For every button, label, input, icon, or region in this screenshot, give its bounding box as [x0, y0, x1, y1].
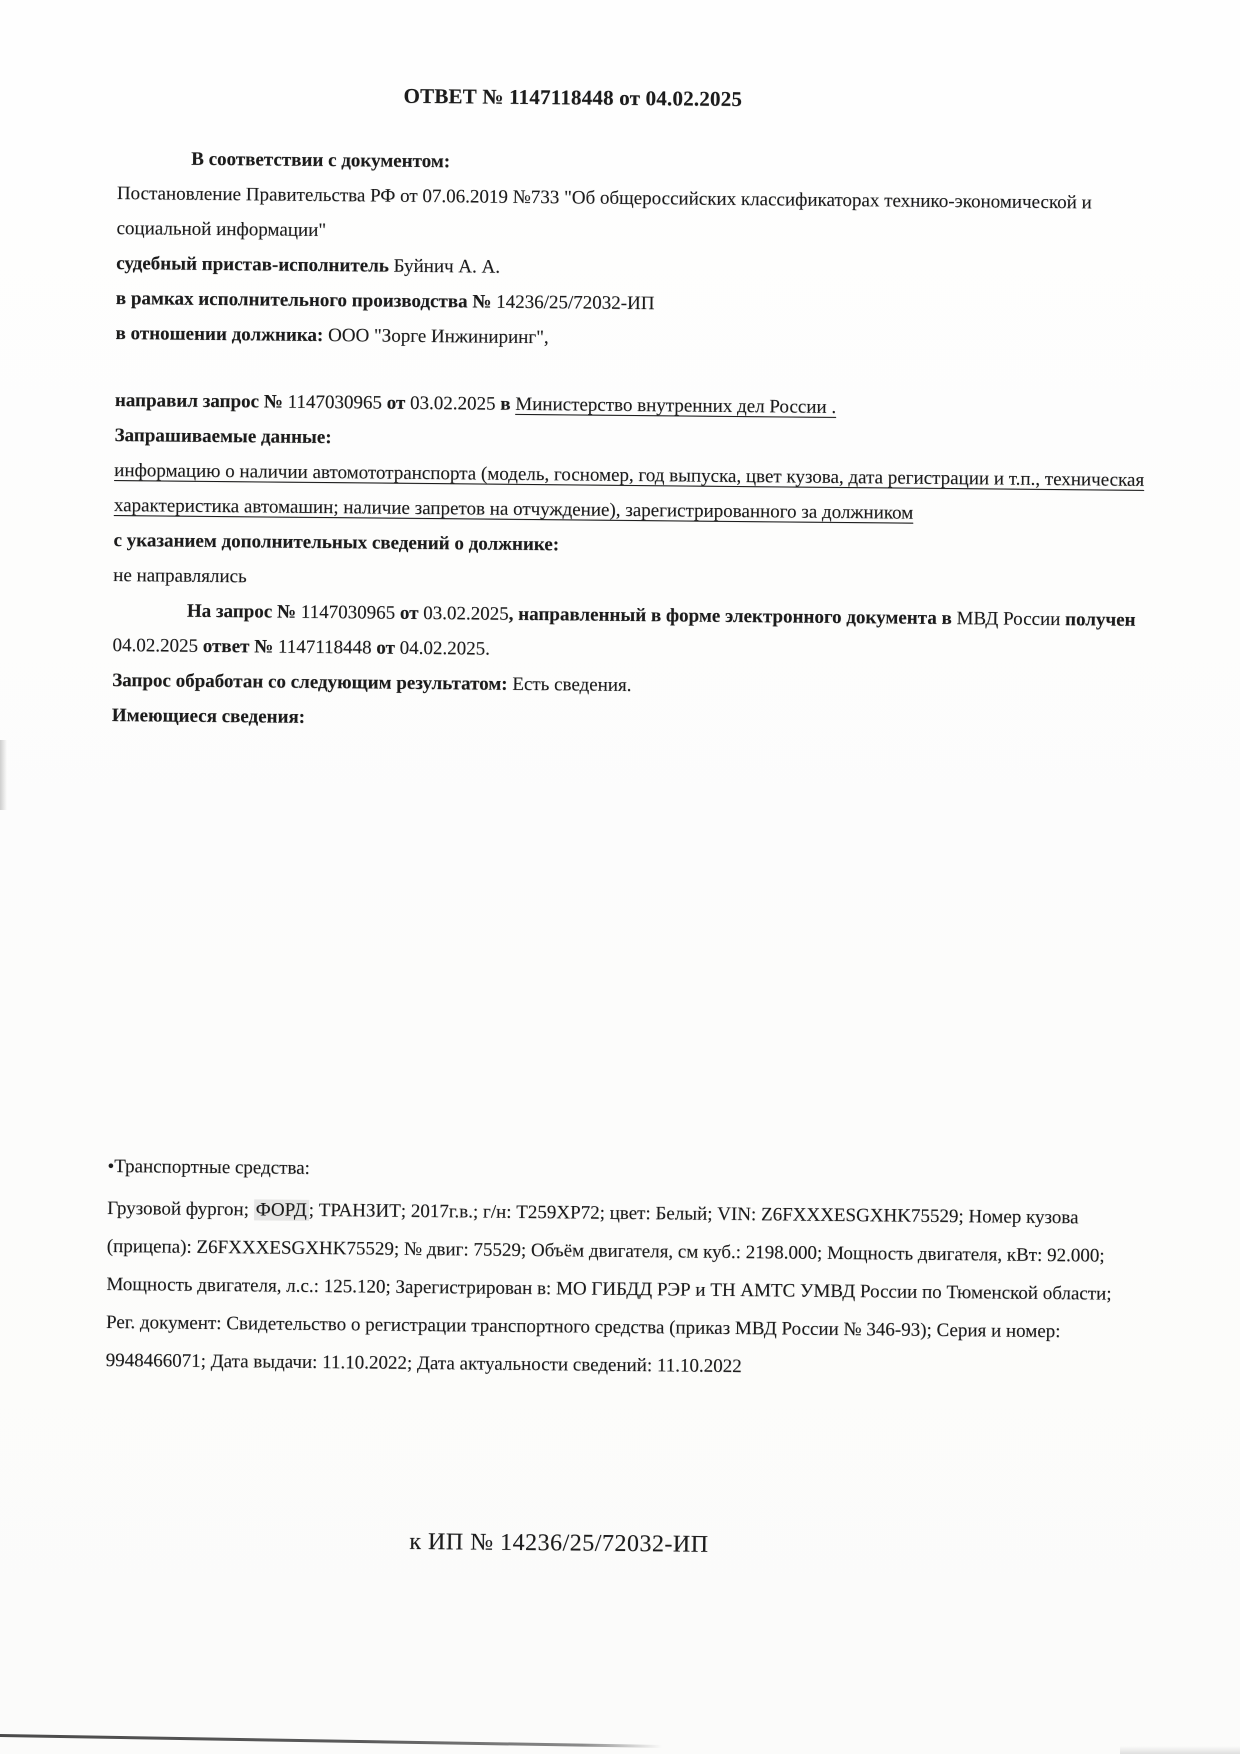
request-number: 1147030965	[287, 391, 383, 414]
text-segment: Постановление Правительства РФ от 07.06.2019 №733 "Об общероссийских классификаторах технико-экономической и социальной информации"	[116, 182, 1092, 242]
paragraph-response-summary	[112, 593, 1143, 673]
requested-data-text: информацию о наличии автомототранспорта (модель, госномер, год выпуска, цвет кузова, дата регистрации и т.п., техническая характеристика автомашин; наличие запретов на отчуждение), зарегистрированного за должником	[113, 459, 1145, 524]
text-segment: Запрашиваемые данные:	[114, 424, 332, 449]
text-segment: ответ №	[202, 635, 279, 658]
paragraph-basis-document	[116, 176, 1147, 256]
agency-name: МВД России	[956, 608, 1066, 631]
scan-artifact-left-smudge	[0, 740, 7, 810]
paragraph-requested-data-body	[114, 453, 1145, 533]
document-title	[118, 76, 1148, 121]
scan-artifact-bottom-line	[0, 1734, 662, 1747]
request-date: 03.02.2025	[423, 602, 509, 625]
proceeding-number: 14236/25/72032-ИП	[496, 291, 655, 315]
text-segment: в рамках исполнительного производства №	[115, 287, 497, 313]
result-value: Есть сведения.	[512, 673, 632, 696]
title-text: ОТВЕТ № 1147118448 от 04.02.2025	[403, 83, 743, 111]
text-segment: от	[381, 392, 411, 414]
document-body	[104, 76, 1148, 1567]
response-number: 1147118448	[277, 636, 377, 659]
recipient-agency: Министерство внутренних дел России .	[515, 393, 837, 418]
document-footer	[104, 1522, 1134, 1567]
debtor-name: ООО "Зорге Инжиниринг",	[327, 325, 549, 349]
text-segment: Имеющиеся сведения:	[111, 704, 306, 728]
text-segment: На запрос №	[186, 600, 301, 623]
text-segment: в	[495, 393, 516, 415]
text-segment: направил запрос №	[114, 389, 288, 413]
request-number: 1147030965	[300, 601, 396, 624]
text-segment: Грузовой фургон;	[107, 1197, 254, 1221]
request-date: 03.02.2025	[409, 392, 496, 415]
vehicles-header-text: •Транспортные средства:	[107, 1155, 310, 1179]
text-segment: от	[395, 602, 424, 624]
text-segment: В соответствии с документом:	[191, 148, 451, 173]
text-segment: получен	[1064, 609, 1136, 631]
vehicle-make: ФОРД	[255, 1199, 307, 1221]
paragraph-vehicle-details	[105, 1190, 1137, 1390]
scan-artifact-bottom-right-smudge	[1120, 1746, 1240, 1754]
text-segment: в отношении должника:	[115, 322, 329, 347]
text-segment: , направленный в форме электронного документа в	[508, 603, 957, 630]
text-segment: не направлялись	[113, 564, 247, 588]
response-date: 04.02.2025.	[399, 637, 491, 660]
bailiff-name: Буйнич А. А.	[393, 255, 501, 278]
footer-text: к ИП № 14236/25/72032-ИП	[409, 1528, 709, 1558]
vehicle-details-text: ; ТРАНЗИТ; 2017г.в.; г/н: Т259ХР72; цвет: Белый; VIN: Z6FXXXESGXHK75529; Номер кузова (прицепа): Z6FXXXESGXHK75529; № двиг: 75529; Объём двигателя, см куб.: 2198.000; Мощность двигателя, кВт: 92.000; Мощность двигателя, л.с.: 125.120; Зарегистрирован в: МО ГИБДД РЭР и ТН АМТС УМВД России по Тюменской области; Рег. документ: Свидетельство о регистрации транспортного средства (приказ МВД России № 346-93); Серия и номер: 9948466071; Дата выдачи: 11.10.2022; Дата актуальности сведений: 11.10.2022	[105, 1199, 1112, 1378]
text-segment: Запрос обработан со следующим результатом:	[112, 669, 513, 695]
text-segment: от	[376, 637, 400, 659]
received-date: 04.02.2025	[112, 634, 203, 657]
paragraph-vehicles-header	[107, 1148, 1137, 1196]
text-segment: судебный пристав-исполнитель	[116, 252, 394, 277]
text-segment: с указанием дополнительных сведений о должнике:	[113, 529, 560, 556]
